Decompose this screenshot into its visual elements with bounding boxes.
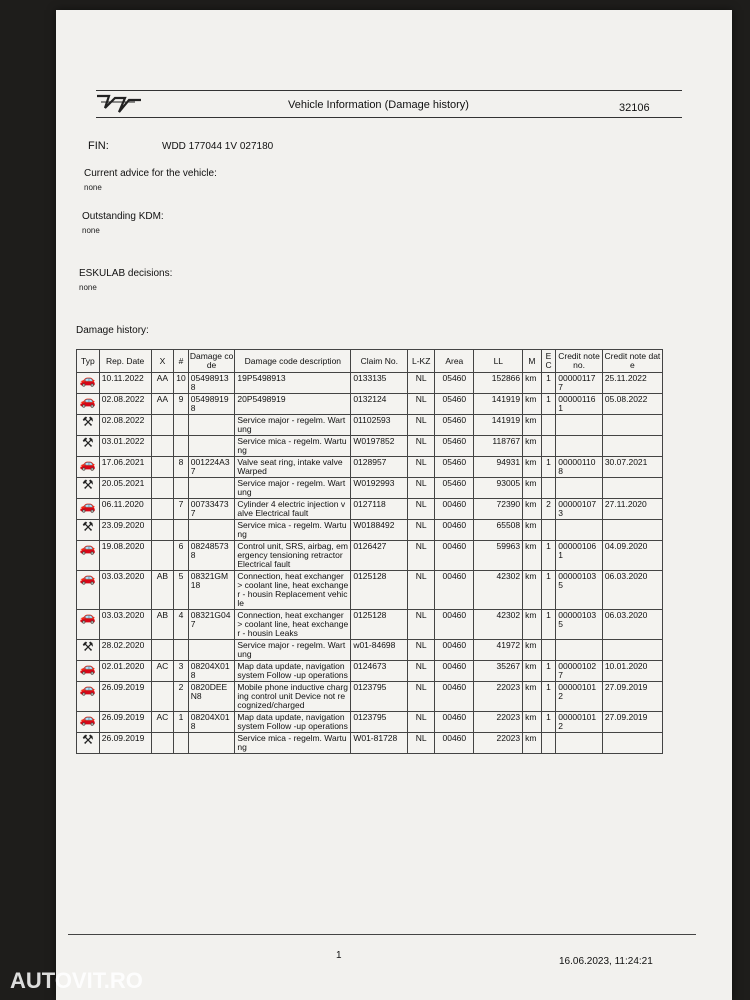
description-cell: Service major - regelm. Wartung — [235, 640, 351, 661]
area-cell: 00460 — [435, 520, 474, 541]
x-cell — [151, 733, 174, 754]
unit-cell: km — [523, 457, 542, 478]
car-crash-icon: 🚗 — [79, 499, 96, 514]
damage-code-cell: 0820DEEN8 — [188, 682, 235, 712]
credit-note-no-cell — [556, 478, 603, 499]
claim-no-cell: 0123795 — [351, 712, 408, 733]
credit-note-date-cell: 05.08.2022 — [602, 394, 662, 415]
damage-code-cell — [188, 478, 235, 499]
wrench-icon: ⚒ — [82, 436, 94, 451]
ll-cell: 65508 — [474, 520, 523, 541]
col-header-rep-date: Rep. Date — [99, 350, 151, 373]
claim-no-cell: W0197852 — [351, 436, 408, 457]
credit-note-no-cell — [556, 415, 603, 436]
lkz-cell: NL — [408, 682, 435, 712]
rep-date-cell: 03.03.2020 — [99, 571, 151, 610]
area-cell: 05460 — [435, 478, 474, 499]
claim-no-cell: W0192993 — [351, 478, 408, 499]
area-cell: 00460 — [435, 661, 474, 682]
company-logo-icon — [95, 90, 143, 118]
ec-cell: 1 — [541, 610, 555, 640]
claim-no-cell: 0127118 — [351, 499, 408, 520]
credit-note-date-cell — [602, 733, 662, 754]
document-title: Vehicle Information (Damage history) — [288, 99, 469, 111]
rep-date-cell: 19.08.2020 — [99, 541, 151, 571]
credit-note-date-cell: 30.07.2021 — [602, 457, 662, 478]
typ-cell — [77, 394, 100, 415]
number-cell — [174, 520, 188, 541]
table-row — [77, 436, 663, 457]
ll-cell: 72390 — [474, 499, 523, 520]
ll-cell: 22023 — [474, 682, 523, 712]
damage-code-cell: 08321GM18 — [188, 571, 235, 610]
lkz-cell: NL — [408, 733, 435, 754]
damage-code-cell: 08321G047 — [188, 610, 235, 640]
outstanding-kdm-value: none — [82, 226, 100, 235]
ec-cell — [541, 436, 555, 457]
x-cell: AB — [151, 610, 174, 640]
table-row — [77, 661, 663, 682]
unit-cell: km — [523, 733, 542, 754]
number-cell — [174, 640, 188, 661]
table-row — [77, 394, 663, 415]
page-number: 1 — [336, 950, 342, 961]
header-top-rule — [96, 90, 682, 91]
ec-cell: 1 — [541, 373, 555, 394]
rep-date-cell: 26.09.2019 — [99, 712, 151, 733]
unit-cell: km — [523, 640, 542, 661]
area-cell: 05460 — [435, 436, 474, 457]
ec-cell: 1 — [541, 682, 555, 712]
eskulab-value: none — [79, 283, 97, 292]
credit-note-date-cell — [602, 640, 662, 661]
lkz-cell: NL — [408, 457, 435, 478]
credit-note-no-cell: 000001035 — [556, 571, 603, 610]
number-cell: 7 — [174, 499, 188, 520]
car-crash-icon: 🚗 — [79, 682, 96, 697]
credit-note-no-cell: 000001061 — [556, 541, 603, 571]
credit-note-date-cell: 06.03.2020 — [602, 571, 662, 610]
credit-note-date-cell: 10.01.2020 — [602, 661, 662, 682]
ec-cell: 1 — [541, 541, 555, 571]
number-cell: 10 — [174, 373, 188, 394]
damage-history-table — [76, 349, 663, 754]
credit-note-date-cell — [602, 478, 662, 499]
unit-cell: km — [523, 373, 542, 394]
table-row — [77, 457, 663, 478]
table-header-row — [77, 350, 663, 373]
lkz-cell: NL — [408, 499, 435, 520]
col-header-typ: Typ — [77, 350, 100, 373]
x-cell: AC — [151, 712, 174, 733]
ll-cell: 22023 — [474, 712, 523, 733]
table-row — [77, 571, 663, 610]
x-cell — [151, 520, 174, 541]
number-cell — [174, 733, 188, 754]
description-cell: Cylinder 4 electric injection valve Electrical fault — [235, 499, 351, 520]
number-cell: 6 — [174, 541, 188, 571]
lkz-cell: NL — [408, 373, 435, 394]
ll-cell: 59963 — [474, 541, 523, 571]
typ-cell — [77, 499, 100, 520]
x-cell: AA — [151, 373, 174, 394]
typ-cell — [77, 373, 100, 394]
number-cell — [174, 415, 188, 436]
description-cell: Map data update, navigation system Follow -up operations — [235, 712, 351, 733]
credit-note-date-cell — [602, 436, 662, 457]
lkz-cell: NL — [408, 661, 435, 682]
col-header-x: X — [151, 350, 174, 373]
description-cell: Map data update, navigation system Follow -up operations — [235, 661, 351, 682]
unit-cell: km — [523, 610, 542, 640]
unit-cell: km — [523, 571, 542, 610]
area-cell: 00460 — [435, 733, 474, 754]
claim-no-cell: 0125128 — [351, 571, 408, 610]
rep-date-cell: 17.06.2021 — [99, 457, 151, 478]
x-cell — [151, 478, 174, 499]
rep-date-cell: 28.02.2020 — [99, 640, 151, 661]
area-cell: 00460 — [435, 640, 474, 661]
damage-code-cell: 054989138 — [188, 373, 235, 394]
col-header-m: M — [523, 350, 542, 373]
print-datetime: 16.06.2023, 11:24:21 — [559, 956, 653, 967]
area-cell: 00460 — [435, 712, 474, 733]
col-header-credit-note-date: Credit note date — [602, 350, 662, 373]
unit-cell: km — [523, 415, 542, 436]
unit-cell: km — [523, 520, 542, 541]
lkz-cell: NL — [408, 640, 435, 661]
rep-date-cell: 03.03.2020 — [99, 610, 151, 640]
table-row — [77, 478, 663, 499]
typ-cell — [77, 610, 100, 640]
description-cell: Service mica - regelm. Wartung — [235, 436, 351, 457]
x-cell — [151, 682, 174, 712]
ll-cell: 42302 — [474, 610, 523, 640]
lkz-cell: NL — [408, 712, 435, 733]
credit-note-no-cell: 000001108 — [556, 457, 603, 478]
col-header-ll: LL — [474, 350, 523, 373]
claim-no-cell: 0133135 — [351, 373, 408, 394]
lkz-cell: NL — [408, 478, 435, 499]
x-cell — [151, 436, 174, 457]
number-cell: 9 — [174, 394, 188, 415]
footer-rule — [68, 934, 696, 935]
number-cell: 2 — [174, 682, 188, 712]
area-cell: 00460 — [435, 541, 474, 571]
x-cell: AB — [151, 571, 174, 610]
typ-cell — [77, 520, 100, 541]
table-row — [77, 682, 663, 712]
damage-code-cell: 08204X018 — [188, 661, 235, 682]
rep-date-cell: 02.01.2020 — [99, 661, 151, 682]
unit-cell: km — [523, 394, 542, 415]
ec-cell — [541, 640, 555, 661]
damage-code-cell — [188, 733, 235, 754]
ll-cell: 118767 — [474, 436, 523, 457]
credit-note-date-cell: 06.03.2020 — [602, 610, 662, 640]
rep-date-cell: 26.09.2019 — [99, 733, 151, 754]
typ-cell — [77, 457, 100, 478]
damage-code-cell: 001224A37 — [188, 457, 235, 478]
credit-note-date-cell: 27.09.2019 — [602, 712, 662, 733]
current-advice-label: Current advice for the vehicle: — [84, 168, 217, 179]
lkz-cell: NL — [408, 415, 435, 436]
header-bottom-rule — [96, 117, 682, 118]
typ-cell — [77, 733, 100, 754]
credit-note-date-cell — [602, 415, 662, 436]
ll-cell: 141919 — [474, 415, 523, 436]
ll-cell: 41972 — [474, 640, 523, 661]
credit-note-no-cell: 000001161 — [556, 394, 603, 415]
lkz-cell: NL — [408, 571, 435, 610]
lkz-cell: NL — [408, 394, 435, 415]
description-cell: Service mica - regelm. Wartung — [235, 520, 351, 541]
damage-code-cell — [188, 436, 235, 457]
number-cell — [174, 478, 188, 499]
x-cell — [151, 541, 174, 571]
rep-date-cell: 26.09.2019 — [99, 682, 151, 712]
credit-note-no-cell: 000001035 — [556, 610, 603, 640]
damage-code-cell — [188, 520, 235, 541]
description-cell: Service major - regelm. Wartung — [235, 415, 351, 436]
wrench-icon: ⚒ — [82, 520, 94, 535]
rep-date-cell: 02.08.2022 — [99, 394, 151, 415]
claim-no-cell: 0126427 — [351, 541, 408, 571]
typ-cell — [77, 712, 100, 733]
col-header-description: Damage code description — [235, 350, 351, 373]
table-row — [77, 733, 663, 754]
description-cell: Service mica - regelm. Wartung — [235, 733, 351, 754]
number-cell: 4 — [174, 610, 188, 640]
number-cell: 1 — [174, 712, 188, 733]
description-cell: 19P5498913 — [235, 373, 351, 394]
x-cell: AA — [151, 394, 174, 415]
col-header-area: Area — [435, 350, 474, 373]
description-cell: Service major - regelm. Wartung — [235, 478, 351, 499]
car-crash-icon: 🚗 — [79, 457, 96, 472]
current-advice-value: none — [84, 183, 102, 192]
credit-note-date-cell — [602, 520, 662, 541]
ec-cell — [541, 415, 555, 436]
ec-cell: 1 — [541, 661, 555, 682]
area-cell: 00460 — [435, 682, 474, 712]
eskulab-label: ESKULAB decisions: — [79, 268, 173, 279]
ll-cell: 141919 — [474, 394, 523, 415]
unit-cell: km — [523, 541, 542, 571]
table-row — [77, 541, 663, 571]
table-row — [77, 373, 663, 394]
x-cell — [151, 640, 174, 661]
car-crash-icon: 🚗 — [79, 712, 96, 727]
area-cell: 05460 — [435, 394, 474, 415]
unit-cell: km — [523, 712, 542, 733]
claim-no-cell: w01-84698 — [351, 640, 408, 661]
credit-note-date-cell: 27.09.2019 — [602, 682, 662, 712]
ec-cell — [541, 733, 555, 754]
ec-cell — [541, 520, 555, 541]
col-header-damage-code: Damage code — [188, 350, 235, 373]
unit-cell: km — [523, 499, 542, 520]
typ-cell — [77, 436, 100, 457]
typ-cell — [77, 682, 100, 712]
rep-date-cell: 10.11.2022 — [99, 373, 151, 394]
rep-date-cell: 02.08.2022 — [99, 415, 151, 436]
car-crash-icon: 🚗 — [79, 394, 96, 409]
damage-code-cell: 054989198 — [188, 394, 235, 415]
ec-cell — [541, 478, 555, 499]
claim-no-cell: 0132124 — [351, 394, 408, 415]
description-cell: Control unit, SRS, airbag, emergency tensioning retractor Electrical fault — [235, 541, 351, 571]
typ-cell — [77, 640, 100, 661]
col-header-ec: E C — [541, 350, 555, 373]
ll-cell: 42302 — [474, 571, 523, 610]
damage-code-cell: 007334737 — [188, 499, 235, 520]
description-cell: Mobile phone inductive charging control unit Device not recognized/charged — [235, 682, 351, 712]
car-crash-icon: 🚗 — [79, 610, 96, 625]
unit-cell: km — [523, 436, 542, 457]
typ-cell — [77, 478, 100, 499]
ll-cell: 93005 — [474, 478, 523, 499]
document-number: 32106 — [619, 102, 650, 114]
lkz-cell: NL — [408, 541, 435, 571]
claim-no-cell: 0128957 — [351, 457, 408, 478]
ll-cell: 94931 — [474, 457, 523, 478]
ec-cell: 2 — [541, 499, 555, 520]
ec-cell: 1 — [541, 712, 555, 733]
typ-cell — [77, 571, 100, 610]
number-cell: 5 — [174, 571, 188, 610]
claim-no-cell: W0188492 — [351, 520, 408, 541]
rep-date-cell: 23.09.2020 — [99, 520, 151, 541]
ec-cell: 1 — [541, 457, 555, 478]
claim-no-cell: W01-81728 — [351, 733, 408, 754]
col-header-claim-no: Claim No. — [351, 350, 408, 373]
rep-date-cell: 03.01.2022 — [99, 436, 151, 457]
unit-cell: km — [523, 661, 542, 682]
outstanding-kdm-label: Outstanding KDM: — [82, 211, 164, 222]
unit-cell: km — [523, 478, 542, 499]
wrench-icon: ⚒ — [82, 733, 94, 748]
x-cell — [151, 415, 174, 436]
credit-note-date-cell: 25.11.2022 — [602, 373, 662, 394]
table-row — [77, 712, 663, 733]
car-crash-icon: 🚗 — [79, 661, 96, 676]
credit-note-date-cell: 04.09.2020 — [602, 541, 662, 571]
ll-cell: 35267 — [474, 661, 523, 682]
credit-note-no-cell — [556, 436, 603, 457]
rep-date-cell: 20.05.2021 — [99, 478, 151, 499]
typ-cell — [77, 415, 100, 436]
lkz-cell: NL — [408, 520, 435, 541]
table-row — [77, 520, 663, 541]
credit-note-no-cell — [556, 733, 603, 754]
number-cell — [174, 436, 188, 457]
claim-no-cell: 0123795 — [351, 682, 408, 712]
claim-no-cell: 0125128 — [351, 610, 408, 640]
watermark-logo: AUTOVIT.RO — [10, 968, 143, 993]
area-cell: 05460 — [435, 457, 474, 478]
x-cell — [151, 499, 174, 520]
number-cell: 8 — [174, 457, 188, 478]
table-row — [77, 415, 663, 436]
fin-value: WDD 177044 1V 027180 — [162, 141, 274, 152]
credit-note-no-cell: 000001073 — [556, 499, 603, 520]
ll-cell: 152866 — [474, 373, 523, 394]
credit-note-no-cell: 000001012 — [556, 712, 603, 733]
ll-cell: 22023 — [474, 733, 523, 754]
credit-note-no-cell — [556, 520, 603, 541]
number-cell: 3 — [174, 661, 188, 682]
car-crash-icon: 🚗 — [79, 373, 96, 388]
rep-date-cell: 06.11.2020 — [99, 499, 151, 520]
credit-note-no-cell: 000001012 — [556, 682, 603, 712]
col-header-lkz: L-KZ — [408, 350, 435, 373]
lkz-cell: NL — [408, 610, 435, 640]
car-crash-icon: 🚗 — [79, 541, 96, 556]
table-row — [77, 610, 663, 640]
lkz-cell: NL — [408, 436, 435, 457]
credit-note-no-cell: 000001027 — [556, 661, 603, 682]
table-row — [77, 499, 663, 520]
fin-label: FIN: — [88, 140, 109, 152]
x-cell — [151, 457, 174, 478]
area-cell: 00460 — [435, 610, 474, 640]
wrench-icon: ⚒ — [82, 415, 94, 430]
car-crash-icon: 🚗 — [79, 571, 96, 586]
x-cell: AC — [151, 661, 174, 682]
col-header-number: # — [174, 350, 188, 373]
typ-cell — [77, 661, 100, 682]
table-row — [77, 640, 663, 661]
unit-cell: km — [523, 682, 542, 712]
ec-cell: 1 — [541, 571, 555, 610]
damage-code-cell — [188, 415, 235, 436]
description-cell: Valve seat ring, intake valve Warped — [235, 457, 351, 478]
area-cell: 05460 — [435, 373, 474, 394]
claim-no-cell: 0124673 — [351, 661, 408, 682]
credit-note-no-cell: 000001177 — [556, 373, 603, 394]
typ-cell — [77, 541, 100, 571]
claim-no-cell: 01102593 — [351, 415, 408, 436]
damage-code-cell — [188, 640, 235, 661]
col-header-credit-note-no: Credit note no. — [556, 350, 603, 373]
damage-history-label: Damage history: — [76, 325, 149, 336]
description-cell: Connection, heat exchanger > coolant line, heat exchanger - housin Replacement vehicle — [235, 571, 351, 610]
credit-note-date-cell: 27.11.2020 — [602, 499, 662, 520]
wrench-icon: ⚒ — [82, 640, 94, 655]
ec-cell: 1 — [541, 394, 555, 415]
credit-note-no-cell — [556, 640, 603, 661]
wrench-icon: ⚒ — [82, 478, 94, 493]
area-cell: 00460 — [435, 499, 474, 520]
damage-code-cell: 08204X018 — [188, 712, 235, 733]
area-cell: 05460 — [435, 415, 474, 436]
damage-code-cell: 082485738 — [188, 541, 235, 571]
area-cell: 00460 — [435, 571, 474, 610]
description-cell: Connection, heat exchanger > coolant line, heat exchanger - housin Leaks — [235, 610, 351, 640]
description-cell: 20P5498919 — [235, 394, 351, 415]
